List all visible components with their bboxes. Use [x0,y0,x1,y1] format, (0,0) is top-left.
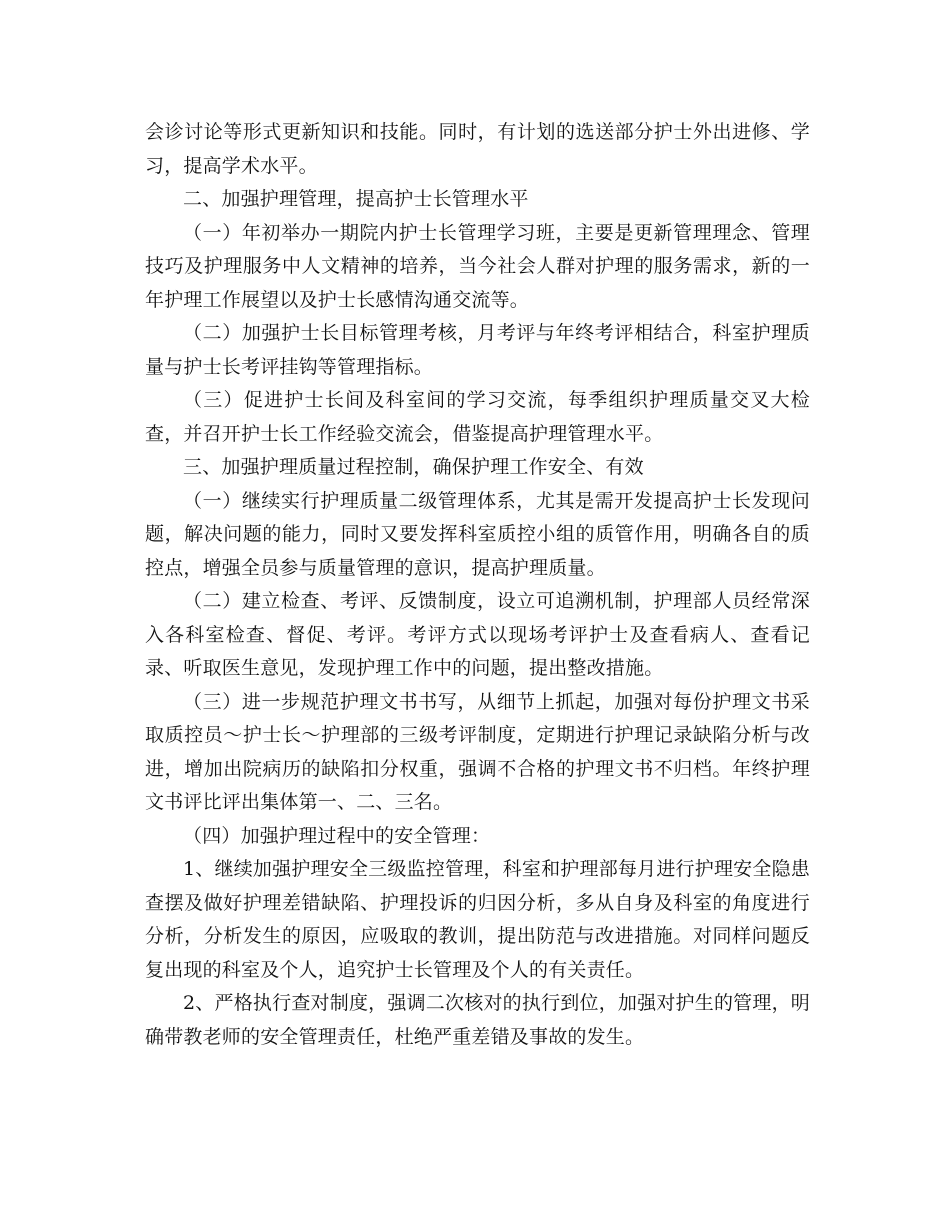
paragraph: （三）进一步规范护理文书书写，从细节上抓起，加强对每份护理文书采取质控员～护士长～护理部的三级考评制度，定期进行护理记录缺陷分析与改进，增加出院病历的缺陷扣分权重，强调不合格的护理文书不归档。年终护理文书评比评出集体第一、二、三名。 [145,690,810,813]
section-heading-2: 二、加强护理管理，提高护士长管理水平 [183,188,529,210]
section-heading-3: 三、加强护理质量过程控制，确保护理工作安全、有效 [183,456,644,478]
paragraph-continuation: 会诊讨论等形式更新知识和技能。同时，有计划的选送部分护士外出进修、学习，提高学术水平。 [145,121,810,177]
paragraph: （一）年初举办一期院内护士长管理学习班，主要是更新管理理念、管理技巧及护理服务中人文精神的培养，当今社会人群对护理的服务需求，新的一年护理工作展望以及护士长感情沟通交流等。 [145,221,810,311]
paragraph: 1、继续加强护理安全三级监控管理，科室和护理部每月进行护理安全隐患查摆及做好护理差错缺陷、护理投诉的归因分析，多从自身及科室的角度进行分析，分析发生的原因，应吸取的教训，提出防范与改进措施。对同样问题反复出现的科室及个人，追究护士长管理及个人的有关责任。 [145,858,810,981]
document-page [145,116,810,1054]
paragraph: （一）继续实行护理质量二级管理体系，尤其是需开发提高护士长发现问题，解决问题的能力，同时又要发挥科室质控小组的质管作用，明确各自的质控点，增强全员参与质量管理的意识，提高护理质量。 [145,489,810,579]
paragraph: （四）加强护理过程中的安全管理： [183,824,491,847]
paragraph: 2、严格执行查对制度，强调二次核对的执行到位，加强对护生的管理，明确带教老师的安全管理责任，杜绝严重差错及事故的发生。 [145,992,810,1048]
paragraph: （二）建立检查、考评、反馈制度，设立可追溯机制，护理部人员经常深入各科室检查、督促、考评。考评方式以现场考评护士及查看病人、查看记录、听取医生意见，发现护理工作中的问题，提出整改措施。 [145,590,810,679]
paragraph: （三）促进护士长间及科室间的学习交流，每季组织护理质量交叉大检查，并召开护士长工作经验交流会，借鉴提高护理管理水平。 [145,389,810,445]
paragraph: （二）加强护士长目标管理考核，月考评与年终考评相结合，科室护理质量与护士长考评挂钩等管理指标。 [145,322,810,378]
